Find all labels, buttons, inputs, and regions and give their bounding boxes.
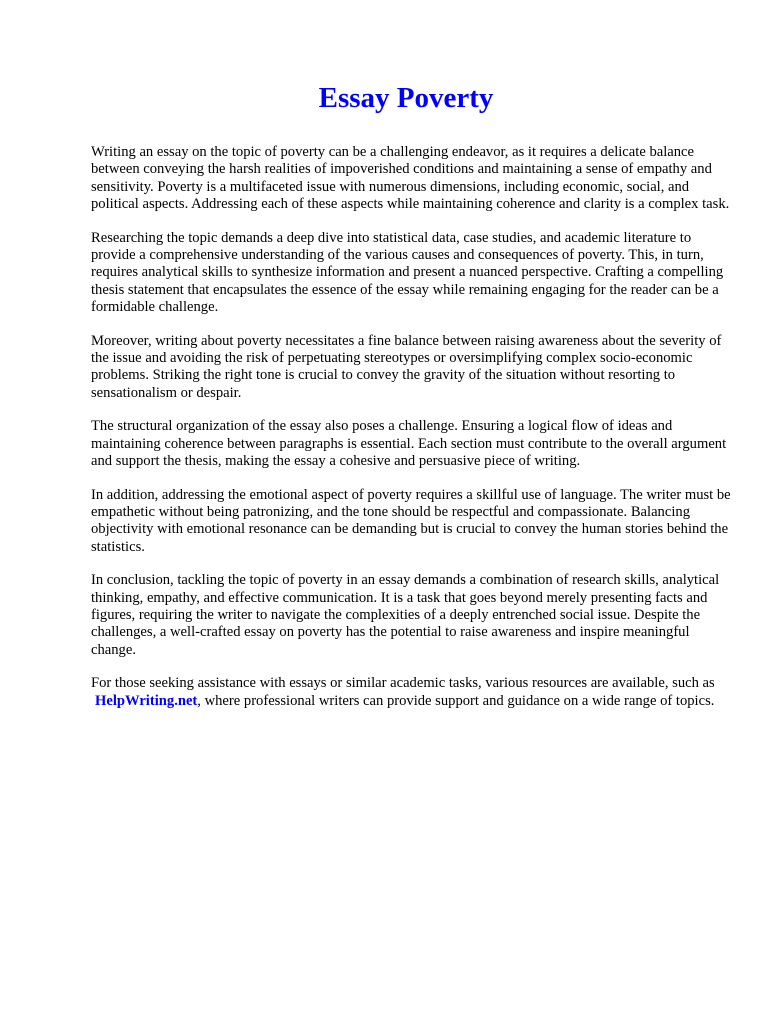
paragraph-4: The structural organization of the essay also poses a challenge. Ensuring a logical flow of ideas and maintaining coherence between paragraphs is essential. Each section must contribute to the overall argument and support the thesis, making the essay a cohesive and persuasive piece of writing. <box>91 418 727 470</box>
essay-body <box>91 144 731 726</box>
paragraph-2: Researching the topic demands a deep dive into statistical data, case studies, and academic literature to provide a comprehensive understanding of the various causes and consequences of poverty. This, in turn, requires analytical skills to synthesize information and present a nuanced perspective. Crafting a compelling thesis statement that encapsulates the essence of the essay while remaining engaging for the reader can be a formidable challenge. <box>91 229 724 316</box>
paragraph-5: In addition, addressing the emotional aspect of poverty requires a skillful use of language. The writer must be empathetic without being patronizing, and the tone should be respectful and compassionate. Balancing objectivity with emotional resonance can be demanding but is crucial to convey the human stories behind the statistics. <box>91 486 731 555</box>
closing-text-before-link: For those seeking assistance with essays or similar academic tasks, various resources are available, such as <box>91 675 715 692</box>
closing-text-after-link: , where professional writers can provide support and guidance on a wide range of topics. <box>197 692 715 709</box>
helpwriting-link[interactable]: HelpWriting.net <box>95 692 198 709</box>
page-title: Essay Poverty <box>318 82 494 114</box>
paragraph-3: Moreover, writing about poverty necessitates a fine balance between raising awareness about the severity of the issue and avoiding the risk of perpetuating stereotypes or oversimplifying complex socio-economic problems. Striking the right tone is crucial to convey the gravity of the situation without resorting to sensationalism or despair. <box>91 332 722 401</box>
closing-paragraph <box>91 675 731 710</box>
paragraph-6: In conclusion, tackling the topic of poverty in an essay demands a combination of research skills, analytical thinking, empathy, and effective communication. It is a task that goes beyond merely presenting facts and figures, requiring the writer to navigate the complexities of a deeply entrenched social issue. Despite the challenges, a well-crafted essay on poverty has the potential to raise awareness and inspire meaningful change. <box>91 572 720 658</box>
paragraph-1: Writing an essay on the topic of poverty can be a challenging endeavor, as it requires a delicate balance between conveying the harsh realities of impoverished conditions and maintaining a sense of empathy and sensitivity. Poverty is a multifaceted issue with numerous dimensions, including economic, social, and political aspects. Addressing each of these aspects while maintaining coherence and clarity is a complex task. <box>91 144 730 213</box>
